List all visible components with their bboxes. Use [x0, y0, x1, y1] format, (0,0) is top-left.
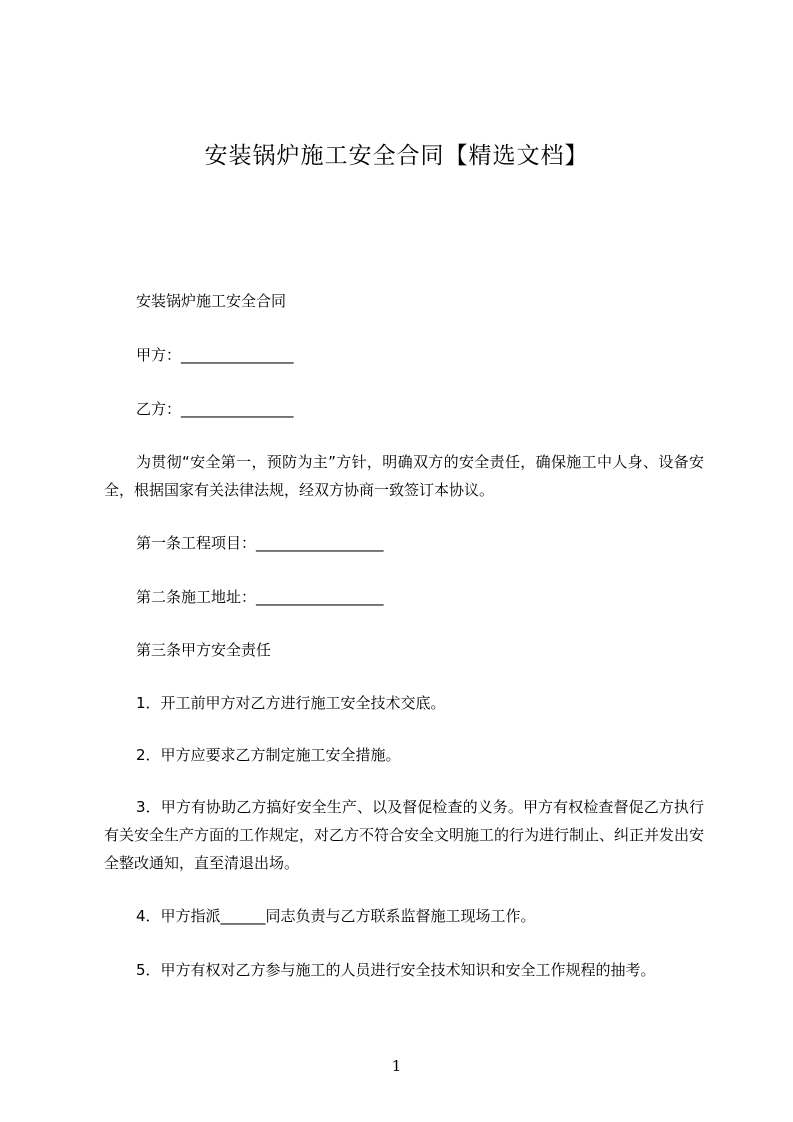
party-a-line: 甲方：_______________ — [136, 346, 294, 364]
document-title: 安装锅炉施工安全合同【精选文档】 — [204, 143, 589, 169]
article-3-item-3: 3．甲方有协助乙方搞好安全生产、以及督促检查的义务。甲方有权检查督促乙方执行有关安全生产方面的工作规定，对乙方不符合安全文明施工的行为进行制止、纠正并发出安全整改通知，直至清退出场。 — [104, 798, 705, 872]
intro-paragraph: 为贯彻“安全第一，预防为主”方针，明确双方的安全责任，确保施工中人身、设备安全，根据国家有关法律法规，经双方协商一致签订本协议。 — [104, 453, 704, 499]
article-2-address: 第二条施工地址：_________________ — [136, 588, 384, 606]
page-number: 1 — [391, 1057, 402, 1075]
article-3-item-5: 5．甲方有权对乙方参与施工的人员进行安全技术知识和安全工作规程的抽考。 — [136, 961, 656, 979]
article-1-project: 第一条工程项目：_________________ — [136, 534, 384, 552]
contract-subtitle: 安装锅炉施工安全合同 — [136, 292, 287, 310]
article-3-item-2: 2．甲方应要求乙方制定施工安全措施。 — [136, 746, 401, 764]
article-3-item-1: 1．开工前甲方对乙方进行施工安全技术交底。 — [136, 694, 446, 712]
article-3-item-4: 4．甲方指派______同志负责与乙方联系监督施工现场工作。 — [136, 907, 536, 925]
party-b-line: 乙方：_______________ — [136, 400, 294, 418]
article-3-heading: 第三条甲方安全责任 — [136, 641, 272, 659]
